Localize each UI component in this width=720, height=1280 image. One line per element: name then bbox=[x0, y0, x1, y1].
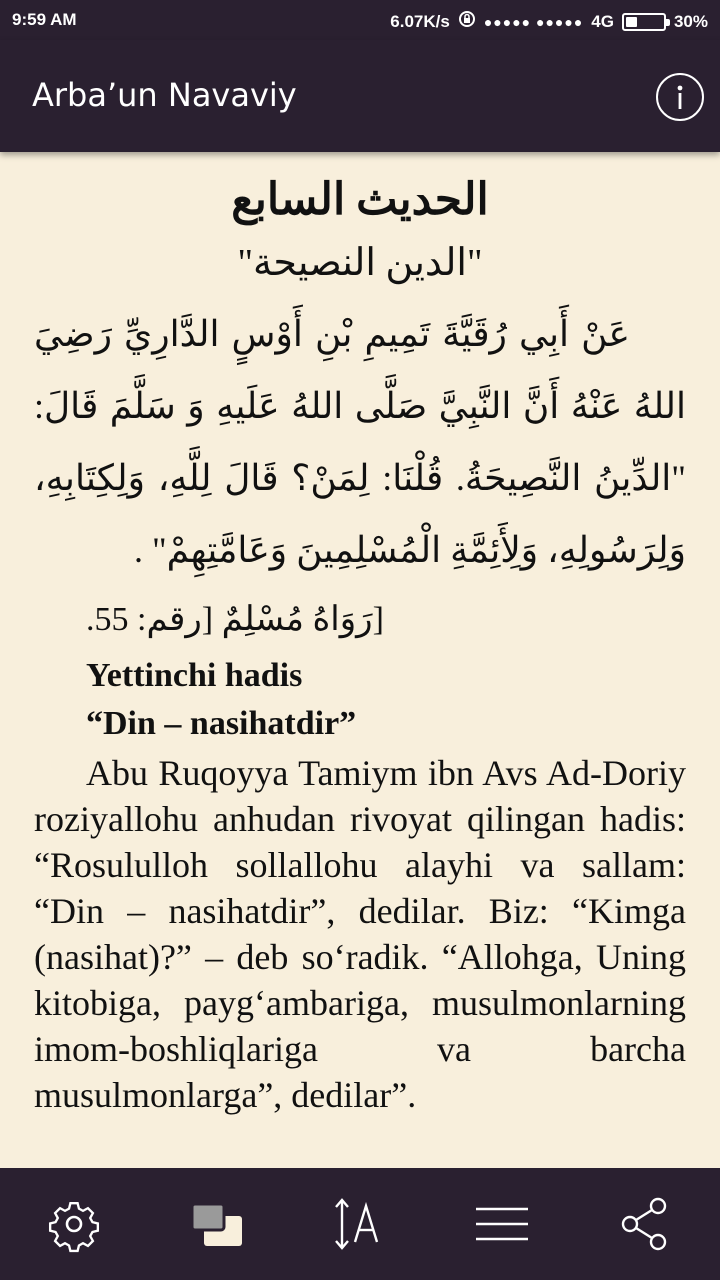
share-icon[interactable] bbox=[616, 1194, 676, 1254]
battery-percent: 30% bbox=[673, 11, 708, 31]
arabic-reference: [رَوَاهُ مُسْلِمٌ [رقم: 55. bbox=[86, 601, 384, 638]
network-speed: 6.07K/s bbox=[390, 11, 450, 31]
bottom-toolbar bbox=[0, 1168, 720, 1280]
arabic-subtitle: "الدين النصيحة" bbox=[237, 242, 483, 284]
network-type: 4G bbox=[591, 11, 614, 31]
font-size-icon[interactable] bbox=[328, 1194, 388, 1254]
hadith-content[interactable] bbox=[34, 152, 686, 1168]
info-icon[interactable] bbox=[656, 73, 704, 121]
signal-dots: ●●●●● ●●●●● bbox=[483, 13, 584, 30]
app-title: Arba’un Navaviy bbox=[32, 76, 297, 114]
menu-icon[interactable] bbox=[472, 1194, 532, 1254]
rotation-lock-icon bbox=[458, 10, 476, 33]
uzbek-subheading: “Din – nasihatdir” bbox=[86, 705, 357, 742]
app-bar bbox=[0, 40, 720, 152]
uzbek-heading: Yettinchi hadis bbox=[86, 657, 303, 694]
status-time: 9:59 AM bbox=[12, 10, 77, 29]
status-bar bbox=[0, 0, 720, 40]
battery-icon bbox=[622, 13, 666, 31]
uzbek-text: Abu Ruqoyya Tamiym ibn Avs Ad-Doriy roziyallohu anhudan rivoyat qilingan hadis: “Rosululloh sollallohu alayhi va sallam: “Din – nasihatdir”, dedilar. Biz: “Kimga (nasihat)?” – deb so‘radik. “Allohga, Uning kitobiga, payg‘ambariga, musulmonlarning imom-boshliqlariga va barcha musulmonlarga”, dedilar”. bbox=[34, 753, 686, 1115]
arabic-title: الحديث السابع bbox=[231, 175, 489, 224]
theme-icon[interactable] bbox=[186, 1194, 246, 1254]
status-right bbox=[390, 10, 708, 33]
arabic-text: عَنْ أَبِي رُقَيَّةَ تَمِيمِ بْنِ أَوْسٍ الدَّارِيِّ رَضِيَ اللهُ عَنْهُ أَنَّ النَّبِيَّ صَلَّى اللهُ عَلَيهِ وَ سَلَّمَ قَالَ: "الدِّينُ النَّصِيحَةُ. قُلْنَا: لِمَنْ؟ قَالَ لِلَّهِ، وَلِكِتَابِهِ، وَلِرَسُولِهِ، وَلِأَئِمَّةِ الْمُسْلِمِينَ وَعَامَّتِهِمْ" . bbox=[34, 314, 686, 570]
gear-icon[interactable] bbox=[44, 1194, 104, 1254]
